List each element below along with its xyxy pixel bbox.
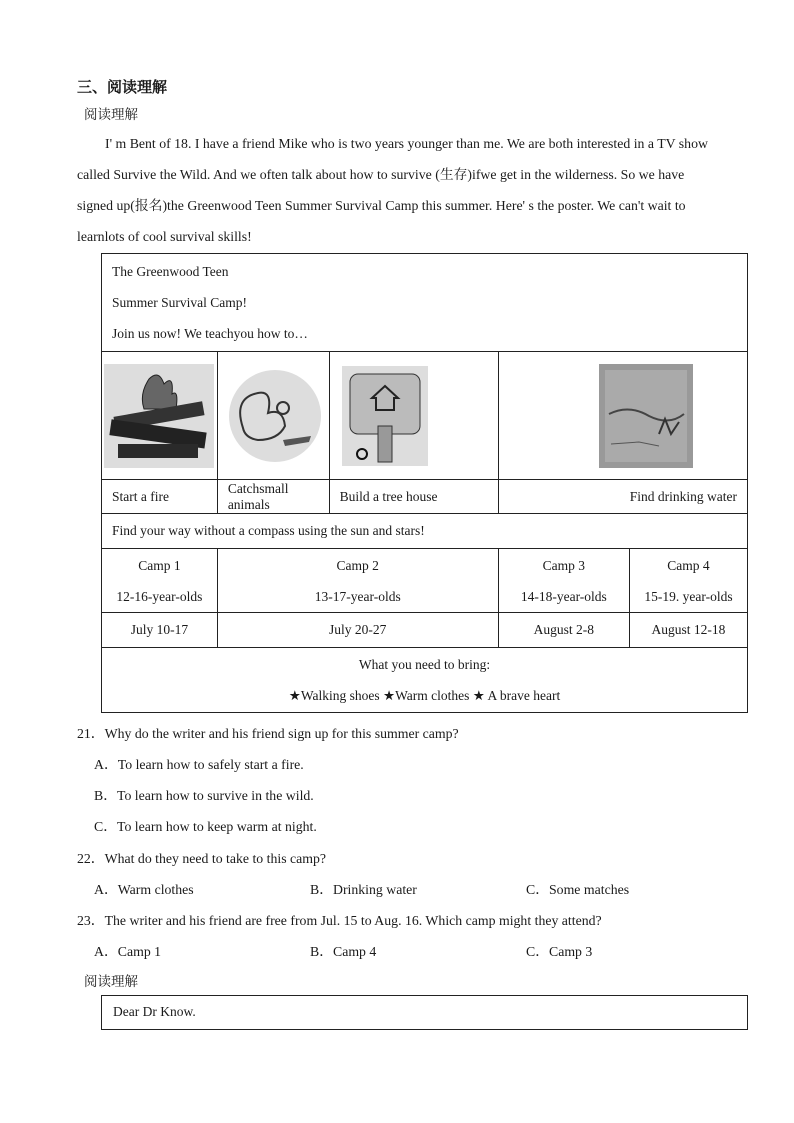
answer-option[interactable]: B．Drinking water — [310, 882, 417, 897]
camp-ages: 12-16-year-olds — [116, 588, 203, 604]
poster-header — [102, 254, 748, 352]
activity-caption: Start a fire — [102, 480, 218, 514]
answer-option[interactable]: C．Some matches — [526, 882, 630, 897]
sub-heading: 阅读理解 — [84, 107, 138, 123]
water-icon — [599, 364, 693, 468]
poster-header-line: The Greenwood Teen — [112, 264, 229, 279]
squirrel-icon — [223, 368, 323, 464]
activity-caption: Catchsmall animals — [217, 480, 329, 514]
camp-cell — [102, 549, 218, 613]
campfire-icon — [104, 364, 214, 468]
poster-header-line: Summer Survival Camp! — [112, 295, 247, 310]
camp-name: Camp 2 — [336, 557, 379, 573]
passage — [77, 128, 749, 252]
answer-option[interactable]: C．Camp 3 — [526, 944, 593, 959]
camp-dates: July 10-17 — [102, 613, 218, 648]
answer-option[interactable]: A．Warm clothes — [94, 882, 194, 897]
answer-option[interactable]: B．Camp 4 — [310, 944, 377, 959]
camp-ages: 14-18-year-olds — [520, 588, 607, 604]
activity-caption: Find drinking water — [498, 480, 747, 514]
answer-option[interactable]: B．To learn how to survive in the wild. — [94, 788, 314, 803]
passage-line: called Survive the Wild. And we often talk about how to survive (生存)ifwe get in the wilderness. So we have — [77, 167, 685, 182]
bring-items: ★Walking shoes ★Warm clothes ★ A brave heart — [288, 688, 561, 703]
letter-box — [101, 995, 748, 1030]
camp-cell — [217, 549, 498, 613]
camp-cell — [498, 549, 629, 613]
camp-name: Camp 4 — [667, 557, 710, 573]
camp-cell — [629, 549, 747, 613]
question-stem: 22．What do they need to take to this camp? — [77, 851, 327, 866]
camp-dates: August 12-18 — [629, 613, 747, 648]
tree-house-icon — [342, 366, 428, 466]
camp-name: Camp 3 — [542, 557, 586, 573]
bring-title: What you need to bring: — [358, 657, 491, 672]
question-stem: 23．The writer and his friend are free from Jul. 15 to Aug. 16. Which camp might they attend? — [77, 913, 602, 928]
passage-line: I' m Bent of 18. I have a friend Mike who is two years younger than me. We are both interested in a TV show — [105, 136, 708, 151]
tree-house-image — [329, 352, 498, 480]
activity-caption: Build a tree house — [329, 480, 498, 514]
camp-ages: 13-17-year-olds — [314, 588, 401, 604]
answer-option[interactable]: A．To learn how to safely start a fire. — [94, 757, 304, 772]
section-title: 三、阅读理解 — [77, 78, 168, 96]
camp-ages: 15-19. year-olds — [644, 588, 733, 604]
squirrel-image — [217, 352, 329, 480]
letter-opening: Dear Dr Know. — [113, 1004, 196, 1019]
campfire-image — [102, 352, 218, 480]
answer-option[interactable]: C．To learn how to keep warm at night. — [94, 819, 317, 834]
camp-name: Camp 1 — [138, 557, 181, 573]
compass-line: Find your way without a compass using the sun and stars! — [102, 514, 748, 549]
poster-header-line: Join us now! We teachyou how to… — [112, 326, 308, 341]
passage-line: learnlots of cool survival skills! — [77, 229, 252, 244]
passage-line: signed up(报名)the Greenwood Teen Summer Survival Camp this summer. Here' s the poster. We can't wait to — [77, 198, 686, 213]
water-image — [498, 352, 747, 480]
camp-poster — [101, 253, 748, 713]
bring-section — [102, 648, 748, 713]
answer-option[interactable]: A．Camp 1 — [94, 944, 162, 959]
question-stem: 21．Why do the writer and his friend sign up for this summer camp? — [77, 726, 459, 741]
camp-dates: July 20-27 — [217, 613, 498, 648]
camp-dates: August 2-8 — [498, 613, 629, 648]
sub-heading: 阅读理解 — [84, 974, 138, 990]
